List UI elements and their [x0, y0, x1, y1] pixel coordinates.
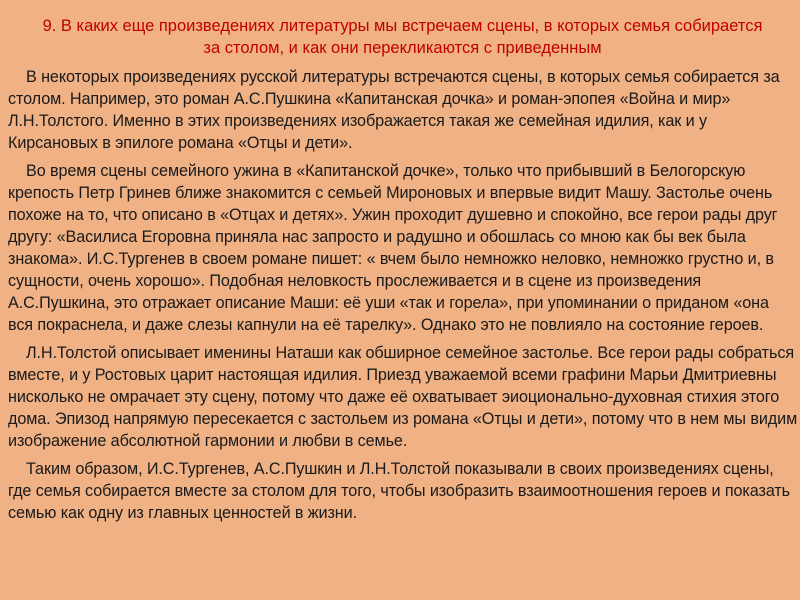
- paragraph-4: Таким образом, И.С.Тургенев, А.С.Пушкин и Л.Н.Толстой показывали в своих произведениях сцены, где семья собирается вместе за столом для того, чтобы изобразить взаимоотношения героев и показать семью как одну из главных ценностей в жизни.: [8, 460, 791, 522]
- paragraph-2: Во время сцены семейного ужина в «Капитанской дочке», только что прибывший в Белогорскую крепость Петр Гринев ближе знакомится с семьей Мироновых и впервые видит Машу. Застолье очень похоже на то, что описано в «Отцах и детях». Ужин проходит душевно и спокойно, все герои рады друг другу: «Василиса Егоровна приняла нас запросто и радушно и обошлась со мною как бы век была знакома». И.С.Тургенев в своем романе пишет: « вчем было немножко неловко, немножко грустно и, в сущности, очень хорошо». Подобная неловкость прослеживается и в сцене из произведения А.С.Пушкина, это отражает описание Маши: её уши «так и горела», при упоминании о приданом «она вся покраснела, и даже слезы капнули на её тарелку». Однако это не повлияло на состояние героев.: [8, 162, 778, 334]
- slide-body: [8, 66, 798, 530]
- paragraph-3: Л.Н.Толстой описывает именины Наташи как обширное семейное застолье. Все герои рады собраться вместе, и у Ростовых царит настоящая идилия. Приезд уважаемой всеми графини Марьи Дмитриевны нисколько не омрачает эту сцену, потому что даже её охватывает эиоционально-духовная стихия этого дома. Эпизод напрямую пересекается с застольем из романа «Отцы и дети», потому что в нем мы видим изображение абсолютной гармонии и любви в семье.: [8, 344, 798, 450]
- slide-title: 9. В каких еще произведениях литературы мы встречаем сцены, в которых семья собирается за столом, и как они перекликаются с приведенным: [42, 17, 763, 57]
- paragraph-1: В некоторых произведениях русской литературы встречаются сцены, в которых семья собирается за столом. Например, это роман А.С.Пушкина «Капитанская дочка» и роман-эпопея «Война и мир» Л.Н.Толстого. Именно в этих произведениях изображается такая же семейная идилия, как и у Кирсановых в эпилоге романа «Отцы и дети».: [8, 68, 780, 152]
